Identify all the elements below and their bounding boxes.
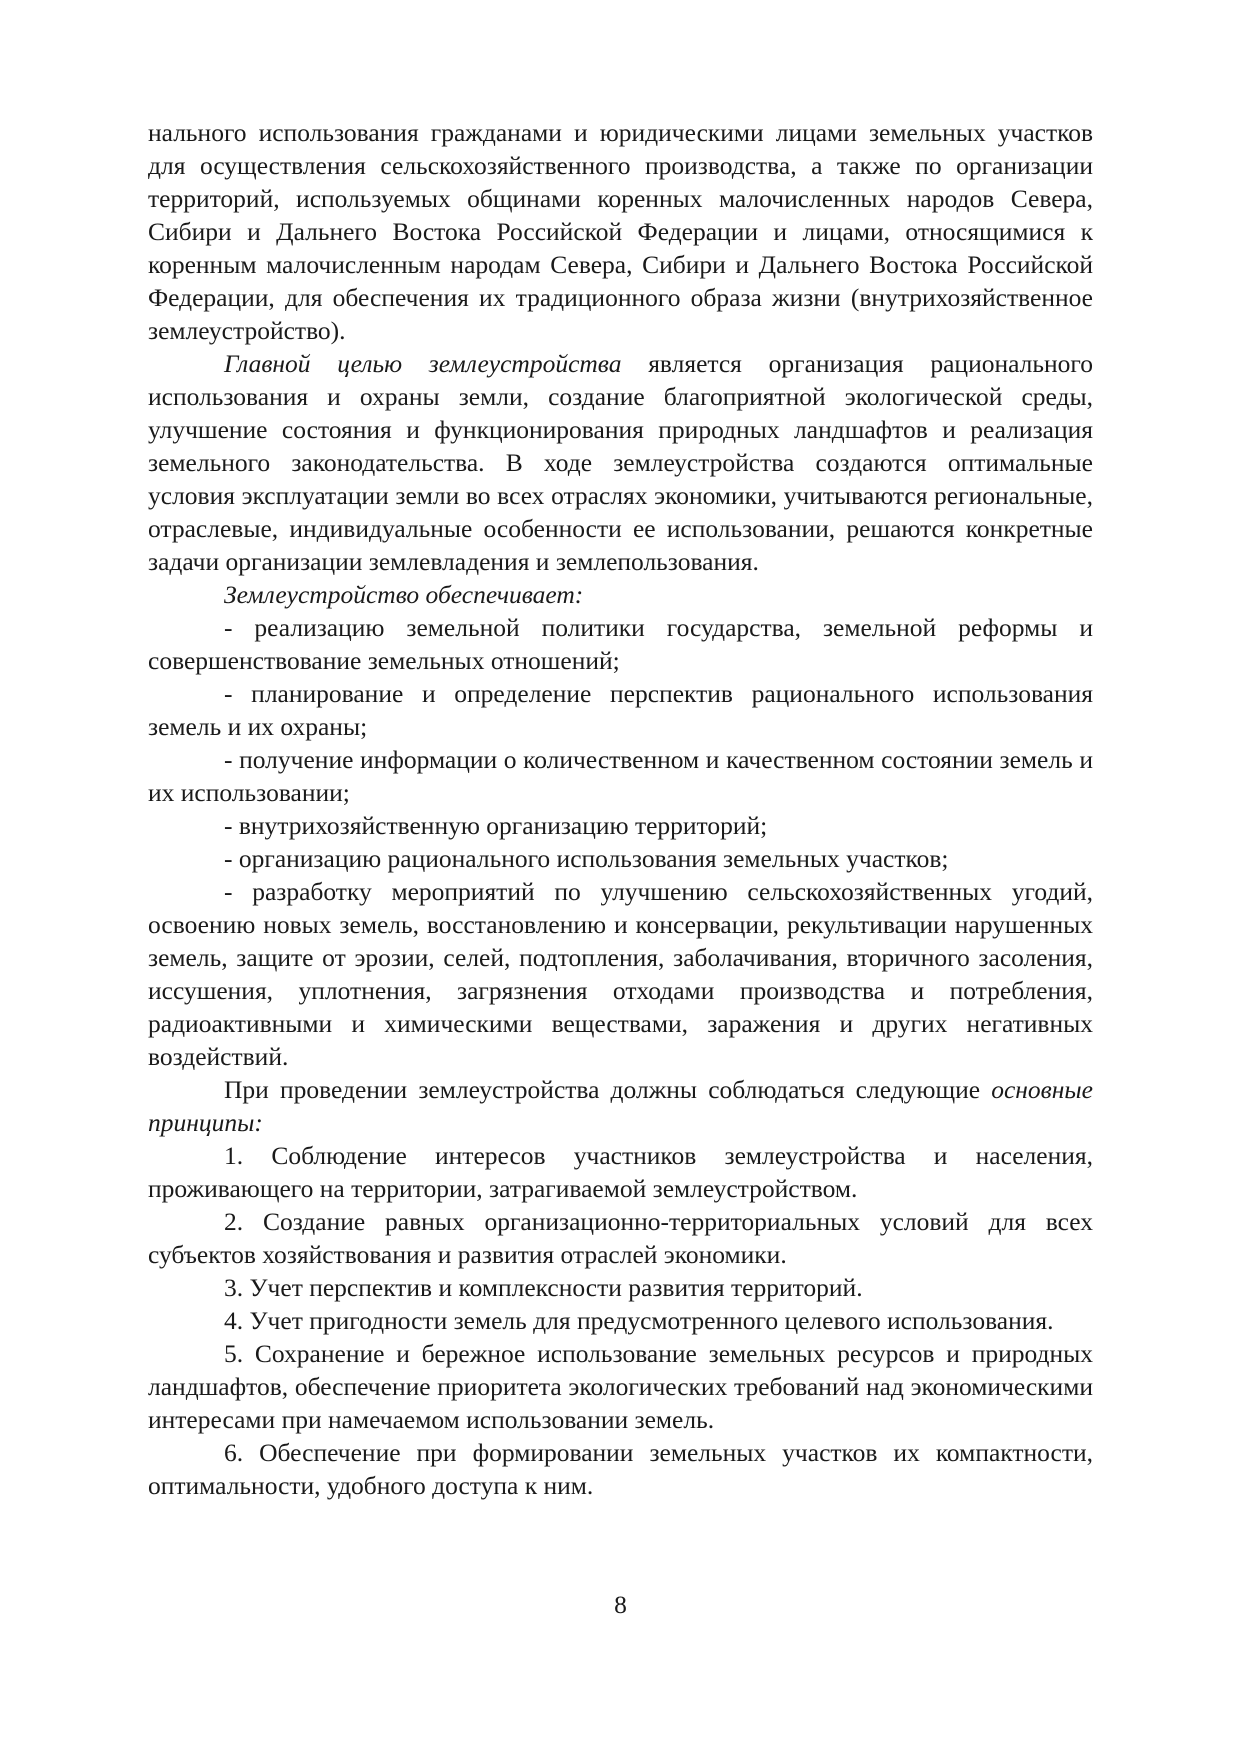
list-item: - получение информации о количественном и качественном состоянии земель и их использовании; xyxy=(148,745,1093,807)
list-item: - разработку мероприятий по улучшению сельскохозяйственных угодий, освоению новых земель, восстановлению и консервации, рекультивации нарушенных земель, защите от эрозии, селей, подтопления, заболачивания, вторичного засоления, иссушения, уплотнения, загрязнения отходами производства и потребления, радиоактивными и химическими веществами, заражения и других негативных воздействий. xyxy=(148,877,1093,1071)
paragraph-continuation: нального использования гражданами и юридическими лицами земельных участков для осуществления сельскохозяйственного производства, а также по организации территорий, используемых общинами коренных малочисленных народов Севера, Сибири и Дальнего Востока Российской Федерации и лицами, относящимися к коренным малочисленным народам Севера, Сибири и Дальнего Востока Российской Федерации, для обеспечения их традиционного образа жизни (внутрихозяйственное землеустройство). xyxy=(148,118,1093,345)
principle-item: 2. Создание равных организационно-территориальных условий для всех субъектов хозяйствования и развития отраслей экономики. xyxy=(148,1207,1093,1269)
principle-item: 4. Учет пригодности земель для предусмотренного целевого использования. xyxy=(224,1306,1054,1335)
list-item: - планирование и определение перспектив рационального использования земель и их охраны; xyxy=(148,679,1093,741)
main-goal-term: Главной целью землеустройства xyxy=(224,349,622,378)
principle-item: 6. Обеспечение при формировании земельных участков их компактности, оптимальности, удобного доступа к ним. xyxy=(148,1438,1093,1500)
principle-item: 5. Сохранение и бережное использование земельных ресурсов и природных ландшафтов, обеспечение приоритета экологических требований над экономическими интересами при намечаемом использовании земель. xyxy=(148,1339,1093,1434)
principle-item: 1. Соблюдение интересов участников землеустройства и населения, проживающего на территории, затрагиваемой землеустройством. xyxy=(148,1141,1093,1203)
principles-intro-text: При проведении землеустройства должны соблюдаться следующие xyxy=(224,1075,992,1104)
list-item: - внутрихозяйственную организацию территорий; xyxy=(224,811,768,840)
main-goal-text: является организация рационального использования и охраны земли, создание благоприятной экологической среды, улучшение состояния и функционирования природных ландшафтов и реализация земельного законодательства. В ходе землеустройства создаются оптимальные условия эксплуатации земли во всех отраслях экономики, учитываются региональные, отраслевые, индивидуальные особенности ее использовании, решаются конкретные задачи организации землевладения и землепользования. xyxy=(148,349,1093,576)
principle-item: 3. Учет перспектив и комплексности развития территорий. xyxy=(224,1273,863,1302)
principles-intro xyxy=(148,1073,1093,1139)
list-item: - организацию рационального использования земельных участков; xyxy=(224,844,949,873)
page-number: 8 xyxy=(614,1590,627,1619)
paragraph-main-goal xyxy=(148,347,1093,578)
principles-intro-term: основные принципы: xyxy=(148,1075,1093,1137)
provides-heading: Землеустройство обеспечивает: xyxy=(224,580,584,609)
page-body xyxy=(148,116,1093,1502)
list-item: - реализацию земельной политики государства, земельной реформы и совершенствование земельных отношений; xyxy=(148,613,1093,675)
